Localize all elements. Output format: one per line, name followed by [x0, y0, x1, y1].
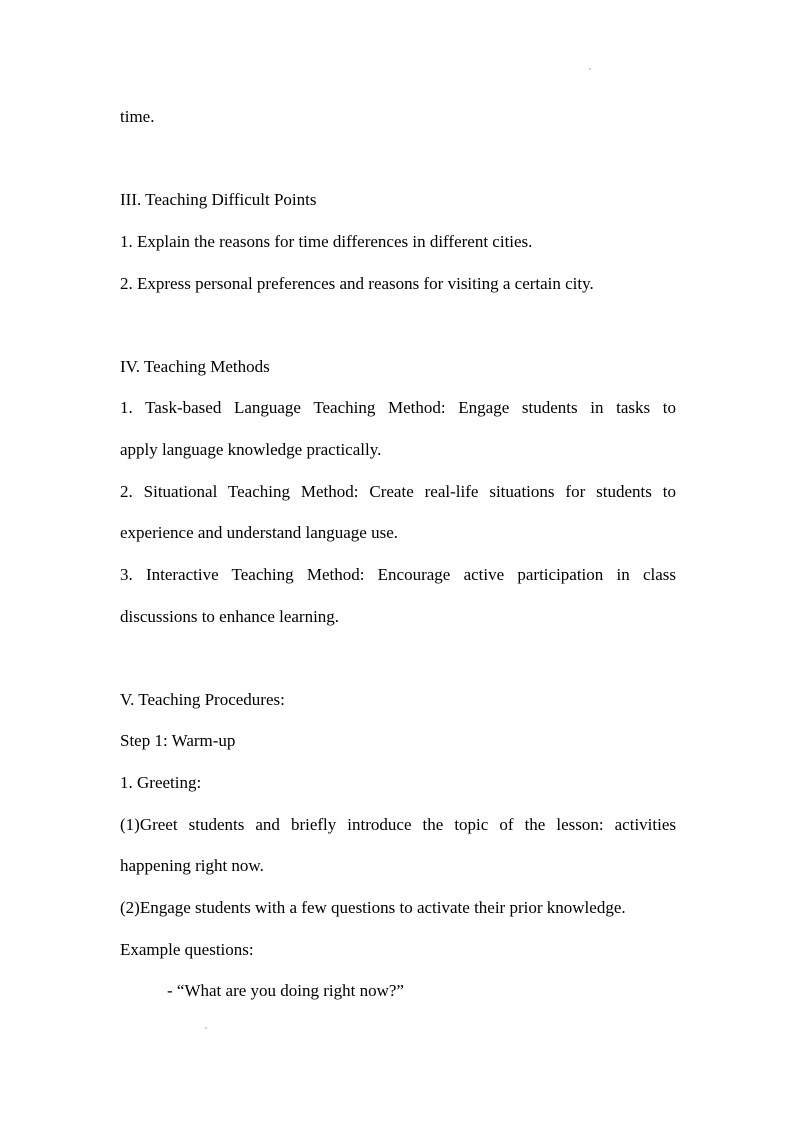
method-item-line: discussions to enhance learning.: [120, 607, 340, 626]
method-item-line: 2. Situational Teaching Method: Create real-life situations for students to: [120, 482, 676, 501]
paragraph-line: happening right now.: [120, 856, 264, 875]
list-item: 1. Explain the reasons for time differences in different cities.: [120, 232, 533, 251]
continuation-text: time.: [120, 107, 155, 126]
paragraph-line: (2)Engage students with a few questions to activate their prior knowledge.: [120, 898, 626, 917]
section-heading-teaching-procedures: V. Teaching Procedures:: [120, 690, 285, 709]
list-item: 2. Express personal preferences and reasons for visiting a certain city.: [120, 274, 594, 293]
section-heading-teaching-methods: IV. Teaching Methods: [120, 357, 270, 376]
example-question: - “What are you doing right now?”: [167, 981, 404, 1000]
method-item-line: 1. Task-based Language Teaching Method: Engage students in tasks to: [120, 398, 676, 417]
section-heading-difficult-points: III. Teaching Difficult Points: [120, 190, 317, 209]
method-item-line: experience and understand language use.: [120, 523, 399, 542]
method-item-line: 3. Interactive Teaching Method: Encourage active participation in class: [120, 565, 676, 584]
sub-heading: 1. Greeting:: [120, 773, 202, 792]
scan-speck: [205, 1027, 207, 1029]
method-item-line: apply language knowledge practically.: [120, 440, 382, 459]
scan-speck: [589, 68, 591, 70]
examples-label: Example questions:: [120, 940, 254, 959]
paragraph-line: (1)Greet students and briefly introduce the topic of the lesson: activities: [120, 815, 676, 834]
step-heading: Step 1: Warm-up: [120, 731, 236, 750]
